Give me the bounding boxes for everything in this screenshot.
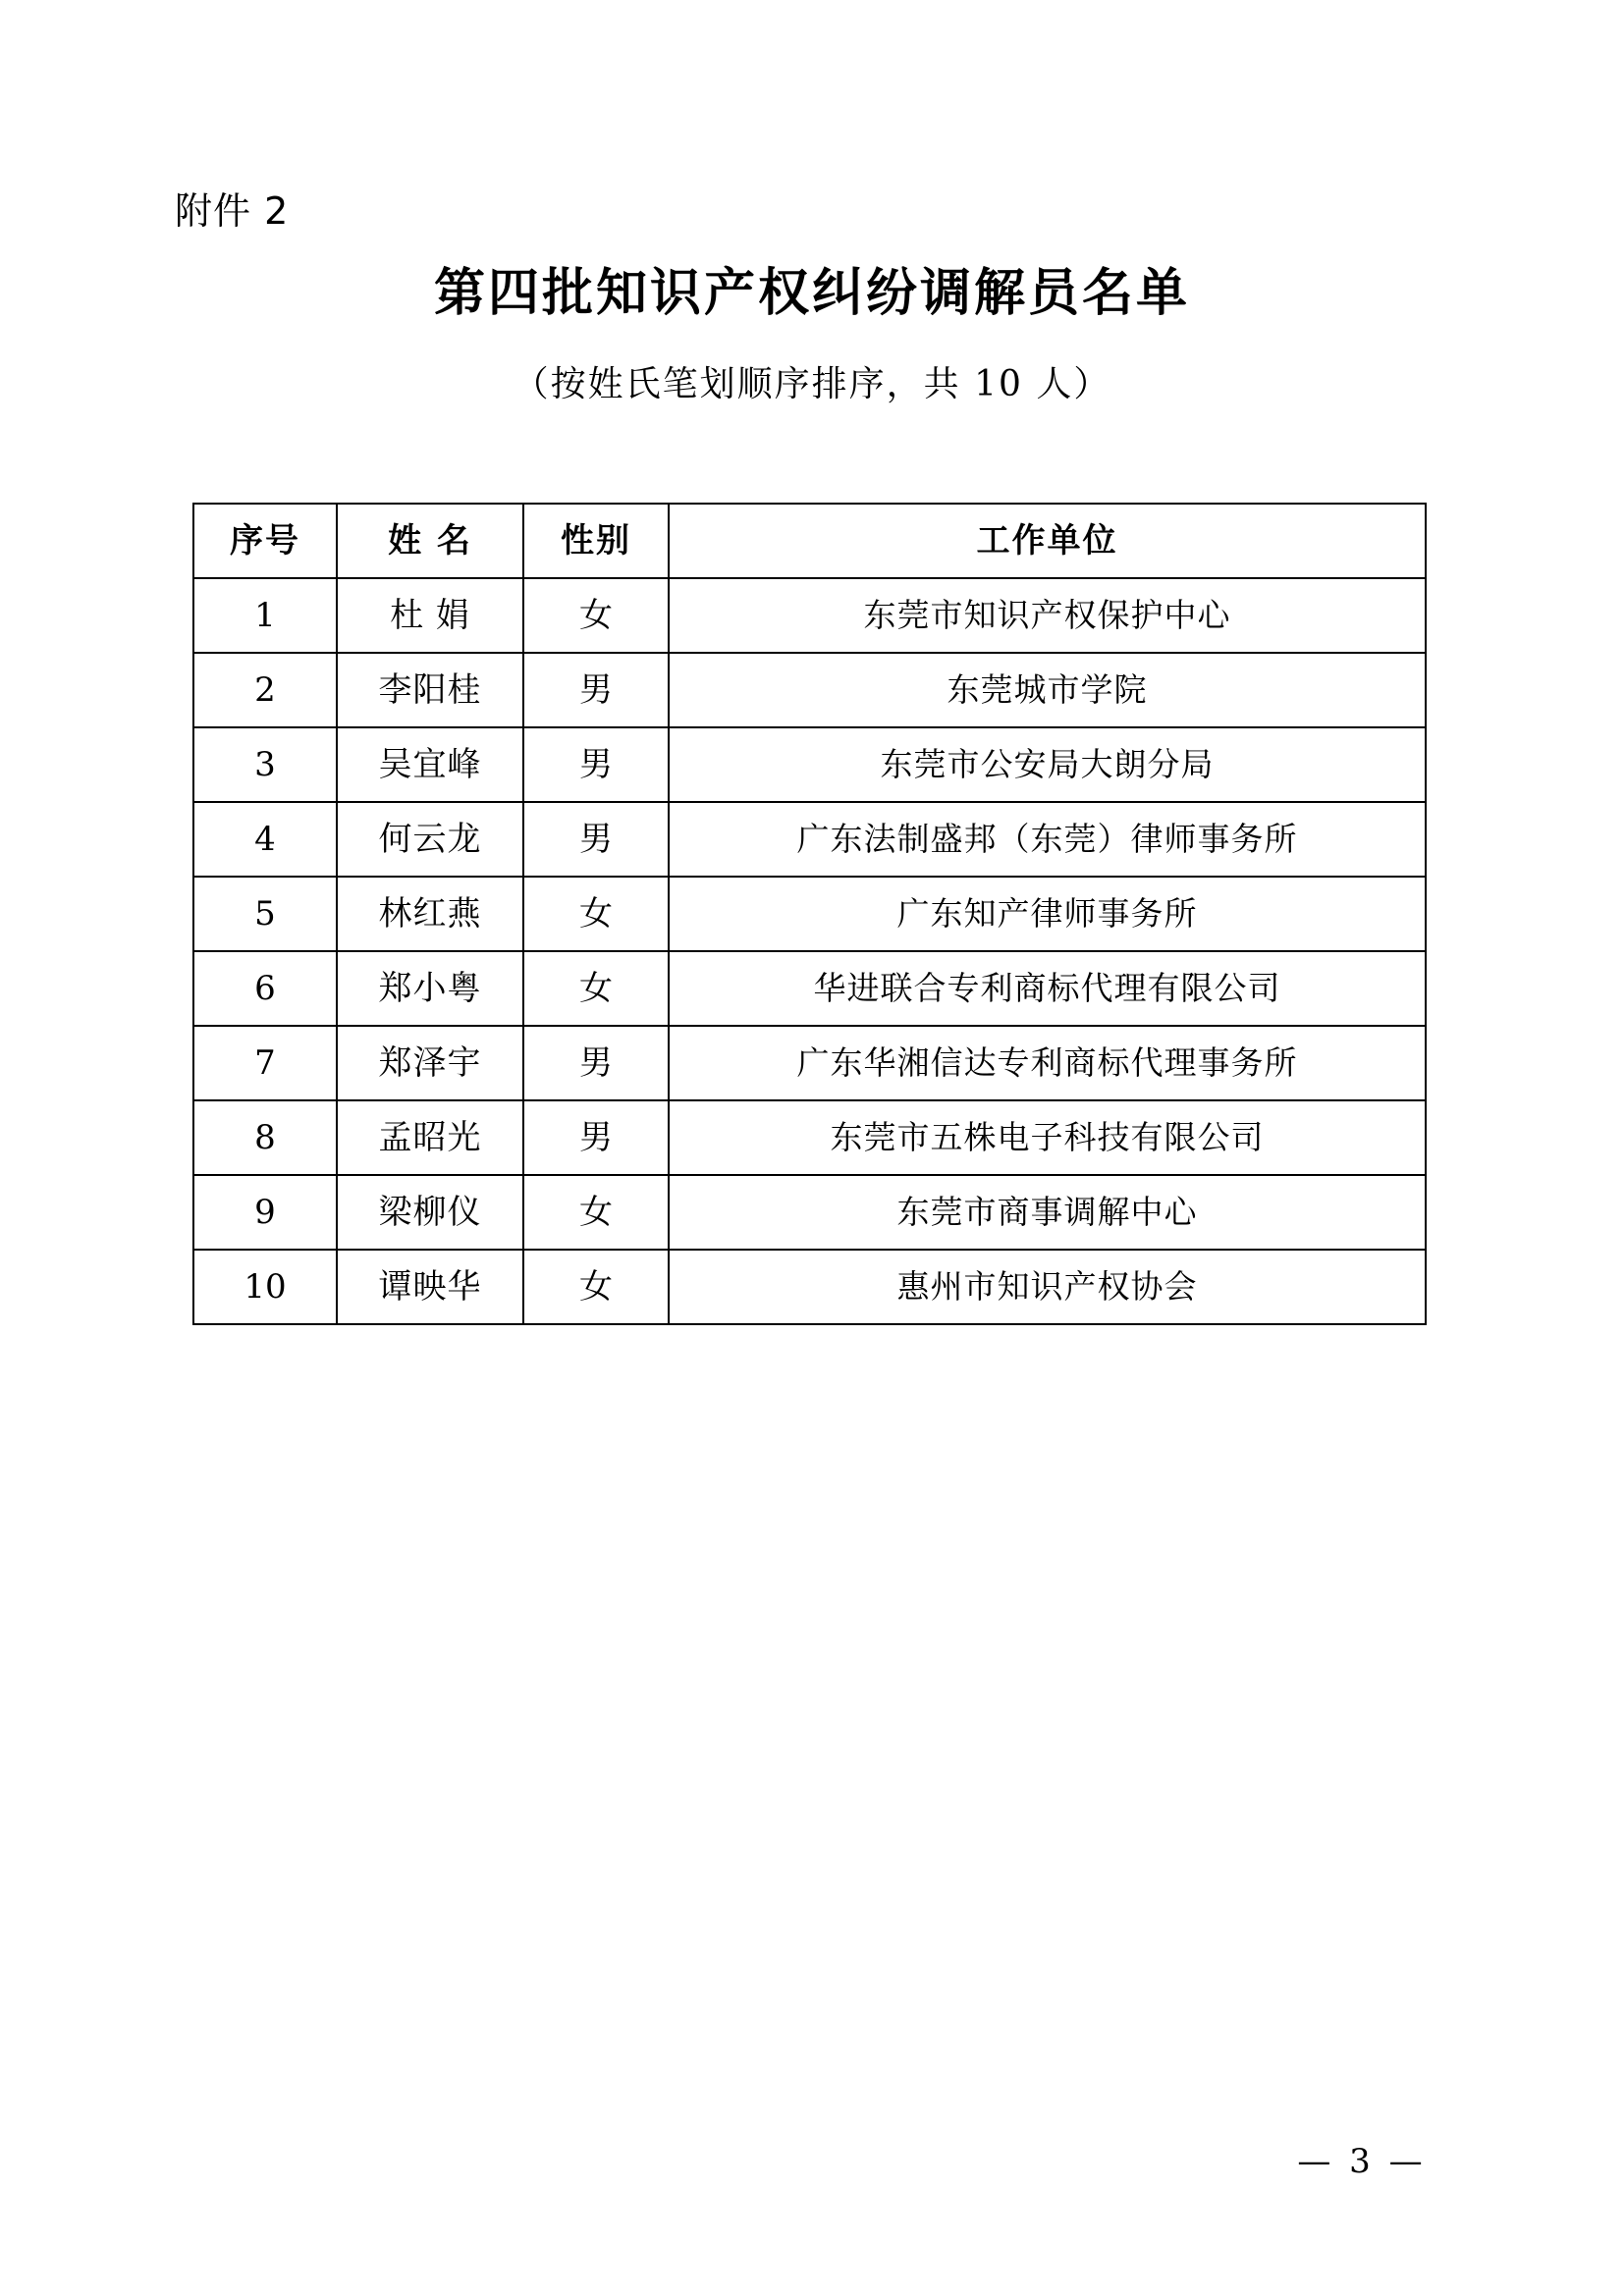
roster-table	[192, 503, 1427, 1325]
roster-table-body	[193, 578, 1426, 1324]
page-subtitle: （按姓氏笔划顺序排序，共 10 人）	[513, 364, 1111, 404]
cell-gender: 女	[523, 951, 669, 1026]
table-row	[193, 877, 1426, 951]
table-row	[193, 727, 1426, 802]
cell-index: 8	[193, 1100, 337, 1175]
attachment-label: 附件 2	[175, 189, 290, 233]
table-row	[193, 1175, 1426, 1250]
table-header-row	[193, 504, 1426, 578]
cell-gender: 女	[523, 578, 669, 653]
cell-name: 梁柳仪	[337, 1175, 523, 1250]
cell-unit: 东莞市公安局大朗分局	[669, 727, 1426, 802]
cell-index: 2	[193, 653, 337, 727]
cell-name: 谭映华	[337, 1250, 523, 1324]
cell-name: 何云龙	[337, 802, 523, 877]
cell-name: 郑泽宇	[337, 1026, 523, 1100]
cell-unit: 东莞市商事调解中心	[669, 1175, 1426, 1250]
table-row	[193, 802, 1426, 877]
cell-gender: 男	[523, 727, 669, 802]
cell-index: 3	[193, 727, 337, 802]
cell-gender: 男	[523, 1026, 669, 1100]
column-header-name: 姓 名	[337, 504, 523, 578]
table-row	[193, 578, 1426, 653]
table-row	[193, 1100, 1426, 1175]
cell-unit: 华进联合专利商标代理有限公司	[669, 951, 1426, 1026]
table-row	[193, 951, 1426, 1026]
cell-gender: 女	[523, 1175, 669, 1250]
cell-unit: 东莞城市学院	[669, 653, 1426, 727]
cell-index: 5	[193, 877, 337, 951]
cell-unit: 东莞市知识产权保护中心	[669, 578, 1426, 653]
roster-table-wrapper	[192, 503, 1425, 1325]
column-header-unit: 工作单位	[669, 504, 1426, 578]
cell-unit: 广东华湘信达专利商标代理事务所	[669, 1026, 1426, 1100]
cell-gender: 女	[523, 1250, 669, 1324]
cell-index: 9	[193, 1175, 337, 1250]
cell-name: 吴宜峰	[337, 727, 523, 802]
page-number	[0, 2142, 1624, 2181]
cell-gender: 男	[523, 802, 669, 877]
cell-name: 杜 娟	[337, 578, 523, 653]
cell-unit: 东莞市五株电子科技有限公司	[669, 1100, 1426, 1175]
cell-unit: 惠州市知识产权协会	[669, 1250, 1426, 1324]
table-row	[193, 1250, 1426, 1324]
cell-index: 10	[193, 1250, 337, 1324]
table-row	[193, 653, 1426, 727]
cell-index: 4	[193, 802, 337, 877]
cell-unit: 广东法制盛邦（东莞）律师事务所	[669, 802, 1426, 877]
cell-unit: 广东知产律师事务所	[669, 877, 1426, 951]
cell-gender: 女	[523, 877, 669, 951]
page-title: 第四批知识产权纠纷调解员名单	[433, 263, 1190, 323]
column-header-index: 序号	[193, 504, 337, 578]
cell-name: 林红燕	[337, 877, 523, 951]
cell-gender: 男	[523, 653, 669, 727]
cell-index: 6	[193, 951, 337, 1026]
cell-name: 孟昭光	[337, 1100, 523, 1175]
table-row	[193, 1026, 1426, 1100]
cell-name: 李阳桂	[337, 653, 523, 727]
page-number-text: — 3 —	[1297, 2142, 1427, 2181]
cell-gender: 男	[523, 1100, 669, 1175]
column-header-gender: 性别	[523, 504, 669, 578]
cell-name: 郑小粤	[337, 951, 523, 1026]
cell-index: 1	[193, 578, 337, 653]
cell-index: 7	[193, 1026, 337, 1100]
